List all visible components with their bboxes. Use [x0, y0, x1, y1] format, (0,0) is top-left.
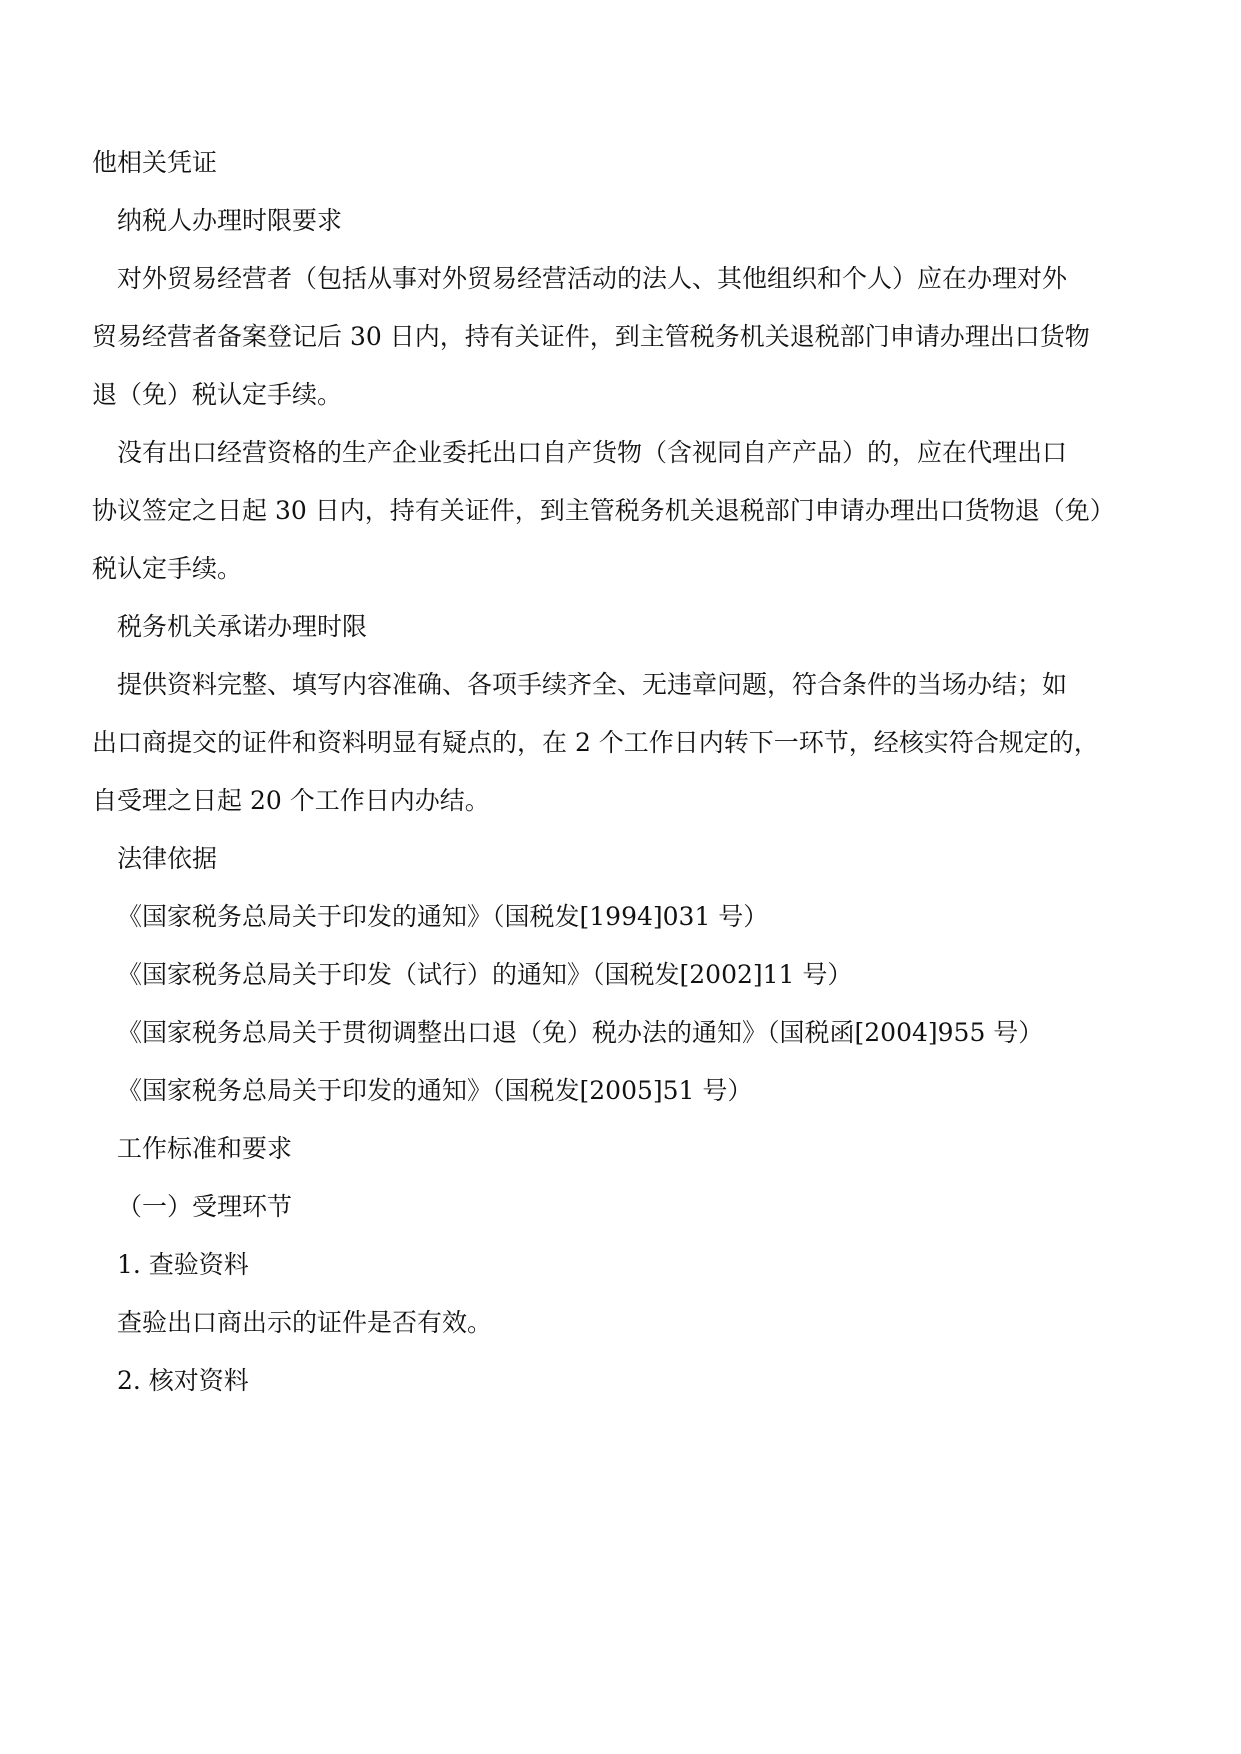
- text-line: 自受理之日起 20 个工作日内办结。: [92, 786, 490, 815]
- text-line: 出口商提交的证件和资料明显有疑点的，在 2 个工作日内转下一环节，经核实符合规定的，: [92, 728, 1099, 757]
- text-line: 没有出口经营资格的生产企业委托出口自产货物（含视同自产产品）的，应在代理出口: [117, 438, 1068, 467]
- text-line: 协议签定之日起 30 日内，持有关证件，到主管税务机关退税部门申请办理出口货物退（免）: [92, 496, 1115, 525]
- text-line: 提供资料完整、填写内容准确、各项手续齐全、无违章问题，符合条件的当场办结；如: [117, 670, 1068, 699]
- text-line: 对外贸易经营者（包括从事对外贸易经营活动的法人、其他组织和个人）应在办理对外: [117, 264, 1068, 293]
- section-heading: 工作标准和要求: [117, 1134, 293, 1163]
- section-heading: 法律依据: [117, 844, 218, 873]
- text-line: 查验出口商出示的证件是否有效。: [117, 1308, 493, 1337]
- legal-reference: 《国家税务总局关于印发的通知》（国税发[1994]031 号）: [117, 902, 769, 931]
- legal-reference: 《国家税务总局关于印发（试行）的通知》（国税发[2002]11 号）: [117, 960, 853, 989]
- section-heading: 税务机关承诺办理时限: [117, 612, 368, 641]
- legal-reference: 《国家税务总局关于贯彻调整出口退（免）税办法的通知》（国税函[2004]955 号）: [117, 1018, 1044, 1047]
- text-line: 贸易经营者备案登记后 30 日内，持有关证件，到主管税务机关退税部门申请办理出口货物: [92, 322, 1090, 351]
- text-line: 他相关凭证: [92, 148, 218, 177]
- text-line: 税认定手续。: [92, 554, 243, 583]
- legal-reference: 《国家税务总局关于印发的通知》（国税发[2005]51 号）: [117, 1076, 753, 1105]
- numbered-item: 2. 核对资料: [117, 1366, 249, 1395]
- subsection-heading: （一）受理环节: [117, 1192, 293, 1221]
- text-line: 退（免）税认定手续。: [92, 380, 343, 409]
- numbered-item: 1. 查验资料: [117, 1250, 249, 1279]
- section-heading: 纳税人办理时限要求: [117, 206, 343, 235]
